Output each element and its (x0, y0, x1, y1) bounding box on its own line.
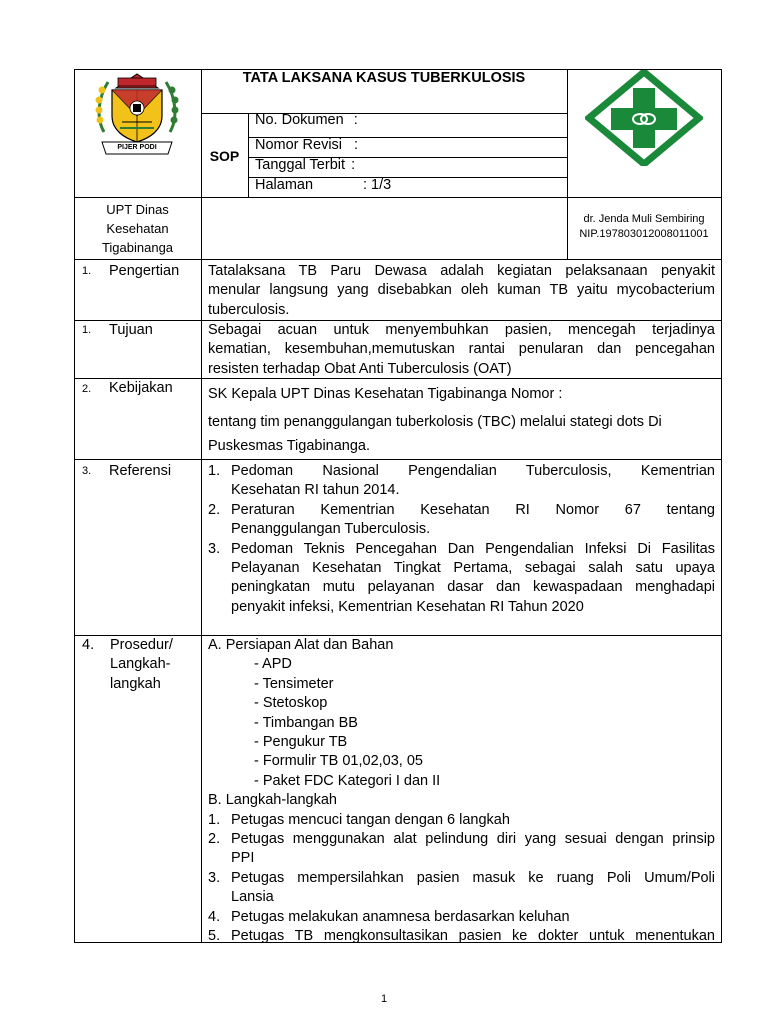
text-line: Petugas menggunakan alat pelindung diri yang sesuai dengan prinsip (231, 831, 715, 848)
text-line: penyakit infeksi, Kementrian Kesehatan RI Tahun 2020 (231, 598, 584, 615)
row-label-kebijakan: Kebijakan (109, 380, 173, 396)
text-line: Petugas mencuci tangan dengan 6 langkah (231, 811, 510, 828)
referensi-list (208, 462, 715, 617)
field-halaman (255, 176, 392, 195)
signer-nip: NIP.197803012008011001 (579, 228, 709, 240)
field-label: Tanggal Terbit (255, 157, 346, 173)
list-number: 1. (208, 811, 221, 828)
list-item (208, 830, 715, 869)
institution-name (74, 200, 201, 257)
text-line: Penanggulangan Tuberculosis. (231, 521, 431, 538)
list-item (208, 501, 715, 540)
list-number: 1. (208, 463, 221, 479)
list-number: 5. (208, 928, 221, 945)
text-line: Lansia (231, 889, 274, 906)
health-cross-logo (585, 70, 703, 166)
field-label: Halaman (255, 177, 314, 193)
list-item (208, 540, 715, 618)
institution-line: UPT Dinas (106, 202, 169, 217)
row-label-prosedur (110, 636, 173, 694)
text-line: Petugas melakukan anamnesa berdasarkan keluhan (231, 908, 570, 925)
field-sep: : (363, 177, 368, 193)
label-line: Langkah- (110, 656, 171, 673)
list-number: 2. (208, 501, 221, 518)
list-item (208, 462, 715, 501)
text-line: Pedoman Teknis Pencegahan Dan Pengendalian Infeksi Di Fasilitas (231, 540, 715, 557)
field-nomor-revisi (255, 136, 358, 155)
text-line: PPI (231, 850, 255, 867)
field-label: Nomor Revisi (255, 137, 343, 153)
crest-ribbon-text: PIJER PODI (117, 144, 157, 151)
tools-list (208, 655, 715, 791)
institution-line: Kesehatan (106, 221, 169, 236)
text-line: Kesehatan RI tahun 2014. (231, 482, 400, 499)
list-number: 3. (208, 540, 221, 557)
institution-line: Tigabinanga (101, 240, 174, 255)
row-number: 1. (82, 324, 92, 336)
field-sep: : (351, 157, 356, 173)
prosedur-content (208, 636, 715, 947)
list-item (208, 869, 715, 908)
text-line: Peraturan Kementrian Kesehatan RI Nomor 67 tentang (231, 501, 715, 518)
kebijakan-line: Puskesmas Tigabinanga. (208, 438, 371, 454)
sop-label: SOP (209, 148, 240, 164)
text-line: tuberculosis. (208, 301, 290, 318)
text-line: Petugas TB mengkonsultasikan pasien ke dokter untuk menentukan (231, 928, 715, 945)
field-value: 1/3 (371, 177, 392, 193)
text-line: peningkatan mutu pelayanan dasar dan kewaspadaan menghadapi (231, 579, 715, 596)
field-tanggal-terbit (255, 156, 355, 175)
label-line: langkah (110, 675, 161, 692)
tool-item: - APD (254, 656, 292, 673)
part-b-heading: B. Langkah-langkah (208, 792, 337, 809)
field-sep: : (353, 112, 358, 128)
regency-crest-logo (94, 70, 180, 158)
list-number: 4. (208, 908, 221, 925)
field-sep: : (354, 137, 359, 153)
list-item (208, 908, 715, 927)
signer-block (567, 212, 721, 242)
row-label-pengertian: Pengertian (109, 263, 180, 279)
text-line: Petugas mempersilahkan pasien masuk ke ruang Poli Umum/Poli (231, 869, 715, 886)
list-number: 3. (208, 869, 221, 886)
tool-item: - Pengukur TB (254, 734, 348, 751)
row-label-referensi: Referensi (109, 463, 172, 479)
part-a-heading: A. Persiapan Alat dan Bahan (208, 637, 394, 653)
page-number: 1 (380, 993, 388, 1005)
tool-item: - Stetoskop (254, 695, 328, 712)
row-number: 2. (82, 383, 92, 395)
signer-name: dr. Jenda Muli Sembiring (583, 213, 705, 225)
list-item (208, 811, 715, 830)
text-line: Sebagai acuan untuk menyembuhkan pasien, mencegah terjadinya (208, 322, 715, 338)
text-line: Tatalaksana TB Paru Dewasa adalah kegiatan pelaksanaan penyakit (208, 263, 715, 279)
row-label-tujuan: Tujuan (109, 322, 153, 338)
tujuan-text (208, 321, 715, 379)
list-item (208, 927, 715, 946)
kebijakan-line: tentang tim penanggulangan tuberkolosis (TBC) melalui stategi dots Di (208, 414, 662, 430)
text-line: Pedoman Nasional Pengendalian Tuberculosis, Kementrian (231, 463, 715, 479)
row-number: 3. (82, 465, 92, 477)
tool-item: - Timbangan BB (254, 714, 358, 731)
label-line: Prosedur/ (110, 637, 173, 653)
field-label: No. Dokumen (255, 112, 344, 128)
text-line: Pelayanan Kesehatan Tingkat Pertama, sebagai salah satu upaya (231, 560, 715, 577)
text-line: menular langsung yang disebabkan oleh kuman TB yaitu mycobacterium (208, 282, 715, 299)
pengertian-text (208, 262, 715, 320)
kebijakan-line: SK Kepala UPT Dinas Kesehatan Tigabinanga Nomor : (208, 386, 563, 402)
field-no-dokumen (255, 111, 358, 130)
tool-item: - Paket FDC Kategori I dan II (254, 772, 441, 789)
list-number: 2. (208, 831, 221, 848)
tool-item: - Formulir TB 01,02,03, 05 (254, 753, 423, 770)
text-line: resisten terhadap Obat Anti Tuberculosis (OAT) (208, 360, 512, 377)
tool-item: - Tensimeter (254, 675, 334, 692)
row-number: 1. (82, 265, 92, 277)
text-line: kematian, kesembuhan,memutuskan rantai penularan dan pencegahan (208, 341, 715, 358)
page-title: TATA LAKSANA KASUS TUBERKULOSIS (242, 70, 526, 86)
row-number: 4. (82, 637, 95, 653)
